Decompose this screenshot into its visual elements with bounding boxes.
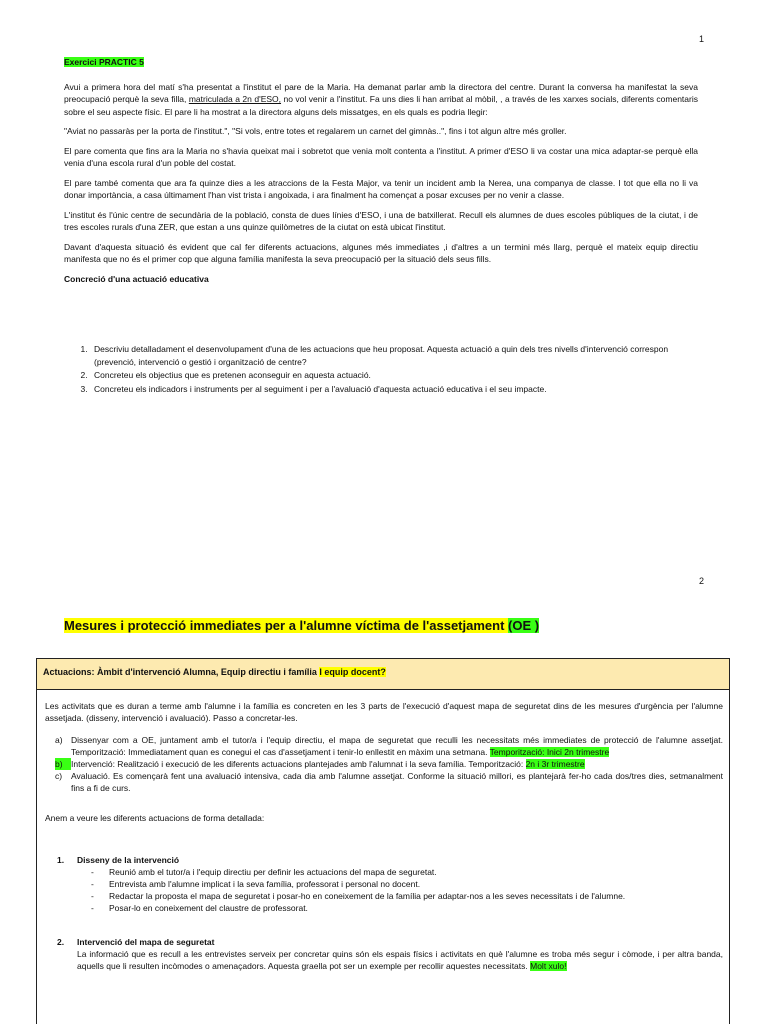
paragraph-3: El pare comenta que fins ara la Maria no s'havia queixat mai i sobretot que venia molt contenta a l'institut. A primer d'ESO li va costar una mica adaptar-se perquè ella venia d'una escola rural d'un poble del costat.: [64, 145, 698, 168]
bullet-item: - Reunió amb el tutor/a i l'equip directiu per definir les actuacions del mapa de seguretat.: [91, 867, 437, 877]
section-title: Intervenció del mapa de seguretat: [77, 937, 215, 947]
page-number: 2: [698, 576, 704, 586]
paragraph-6: Davant d'aquesta situació és evident que cal fer diferents actuacions, algunes més immediates ,i d'altres a un termini més llarg, perquè el mateix equip directiu manifesta que no és el primer cop que alguna família manifesta la seva preocupació per la situació dels seus fills.: [64, 241, 698, 264]
phase-item: c) Avaluació. Es començarà fent una avaluació intensiva, cada dia amb l'alumne assetjat. Conforme la situació millori, es plantejarà fer-ho cada dos/tres dies, setmanalment fins a fi de curs.: [55, 771, 723, 793]
section-text: La informació que es recull a les entrevistes serveix per concretar quins són els espais físics i activitats en què l'alumne es troba més segur i còmode, i per altra banda, aquells que li resulten incòmodes o amenaçadors. Aquesta graella pot ser un exemple per recollir aquestes necessitats. Molt xulo!: [77, 949, 723, 971]
phase-item: a) Dissenyar com a OE, juntament amb el tutor/a i l'equip directiu, el mapa de seguretat que reculli les necessitats més immediates de protecció de l'alumne assetjat. Temporització: Immediatament quan es conegui el cas d'assetjament i tenir-lo enllestit en màxim una setmana. Temporització: Inici 2n trimestre: [55, 735, 723, 757]
section-design: 1. Disseny de la intervenció - Reunió amb el tutor/a i l'equip directiu per definir les actuacions del mapa de seguretat. - Entrevista amb l'alumne implicat i la seva família, professorat i personal no docent. - Redactar la proposta el mapa de seguretat i posar-ho en coneixement de la família per adaptar-nos a les seves necessitats i de l'alumne. - Posar-lo en coneixement del claustre de professorat.: [45, 854, 723, 914]
bullet-item: - Posar-lo en coneixement del claustre de professorat.: [91, 903, 308, 913]
page-number: 1: [698, 34, 704, 44]
page-2: [0, 560, 768, 1024]
phase-list: [45, 734, 723, 794]
paragraph-2: "Aviat no passaràs per la porta de l'institut.", "Si vols, entre totes et regalarem un carnet del gimnàs..", fins i tot algun altre més groller.: [64, 126, 567, 136]
actions-header-cell: Actuacions: Àmbit d'intervenció Alumna, Equip directiu i família I equip docent?: [36, 658, 730, 690]
section-heading: Mesures i protecció immediates per a l'alumne víctima de l'assetjament (OE ): [64, 618, 540, 633]
task-list: [64, 343, 698, 395]
actions-body-cell: [36, 690, 730, 1024]
paragraph-5: L'institut és l'únic centre de secundària de la població, consta de dues línies d'ESO, i una de batxillerat. Recull els alumnes de dues escoles públiques de la ciutat, i de tres escoles rurals d'una ZER, que estan a uns quinze quilòmetres de la ciutat on està ubicat l'institut.: [64, 209, 698, 232]
bullet-item: - Redactar la proposta el mapa de seguretat i posar-ho en coneixement de la família per adaptar-nos a les seves necessitats i de l'alumne.: [91, 891, 626, 901]
phase-item: b) Intervenció: Realització i execució de les diferents actuacions plantejades amb l'alumnat i la seva família. Temporització: 2n i 3r trimestre: [55, 759, 585, 769]
task-item: 3. Concreteu els indicadors i instruments per al seguiment i per a l'avaluació d'aquesta actuació educativa i el seu impacte.: [90, 383, 698, 396]
design-bullets: [85, 866, 723, 914]
section-title: Disseny de la intervenció: [77, 855, 180, 865]
page-1-content: [64, 56, 698, 396]
paragraph-4: El pare també comenta que ara fa quinze dies a les atraccions de la Festa Major, va tenir un incident amb la Nerea, una companya de classe. I tot que ella no li va donar importància, a casa últimament l'han vist trista i angoixada, i ara finalment ha començat a posar excuses per no venir a classe.: [64, 177, 698, 200]
intro-paragraph: Les activitats que es duran a terme amb l'alumne i la família es concreten en les 3 parts de l'execució d'aquest mapa de seguretat dins de les mesures d'urgència per l'alumne assetjada. (disseny, intervenció i avaluació). Passo a concretar-les.: [45, 701, 723, 723]
exercise-title: Exercici PRACTIC 5: [64, 57, 144, 67]
paragraph-1: Avui a primera hora del matí s'ha presentat a l'institut el pare de la Maria. Ha demanat parlar amb la directora del centre. Durant la conversa ha manifestat la seva preocupació perquè la seva filla, matriculada a 2n d'ESO, no vol venir a l'institut. Fa uns dies li han arribat al mòbil, , a través de les xarxes socials, diferents comentaris sobre el seu aspecte físic. El pare li ha mostrat a la directora alguns dels missatges, en els quals es podria llegir:: [64, 81, 698, 117]
bullet-item: - Entrevista amb l'alumne implicat i la seva família, professorat i personal no docent.: [91, 879, 421, 889]
task-item: 1. Descriviu detalladament el desenvolupament d'una de les actuacions que heu proposat. Aquesta actuació a quin dels tres nivells d'intervenció correspon (prevenció, intervenció o gestió i organització de centre?: [90, 343, 698, 368]
lead-paragraph: Anem a veure les diferents actuacions de forma detallada:: [45, 813, 265, 823]
subheading: Concreció d'una actuació educativa: [64, 273, 209, 284]
section-intervention: 2. Intervenció del mapa de seguretat La informació que es recull a les entrevistes serveix per concretar quins són els espais físics i activitats en què l'alumne es troba més segur i còmode, i per altra banda, aquells que li resulten incòmodes o amenaçadors. Aquesta graella pot ser un exemple per recollir aquestes necessitats. Molt xulo!: [57, 937, 723, 971]
task-item: 2. Concreteu els objectius que es pretenen aconseguir en aquesta actuació.: [90, 369, 698, 382]
